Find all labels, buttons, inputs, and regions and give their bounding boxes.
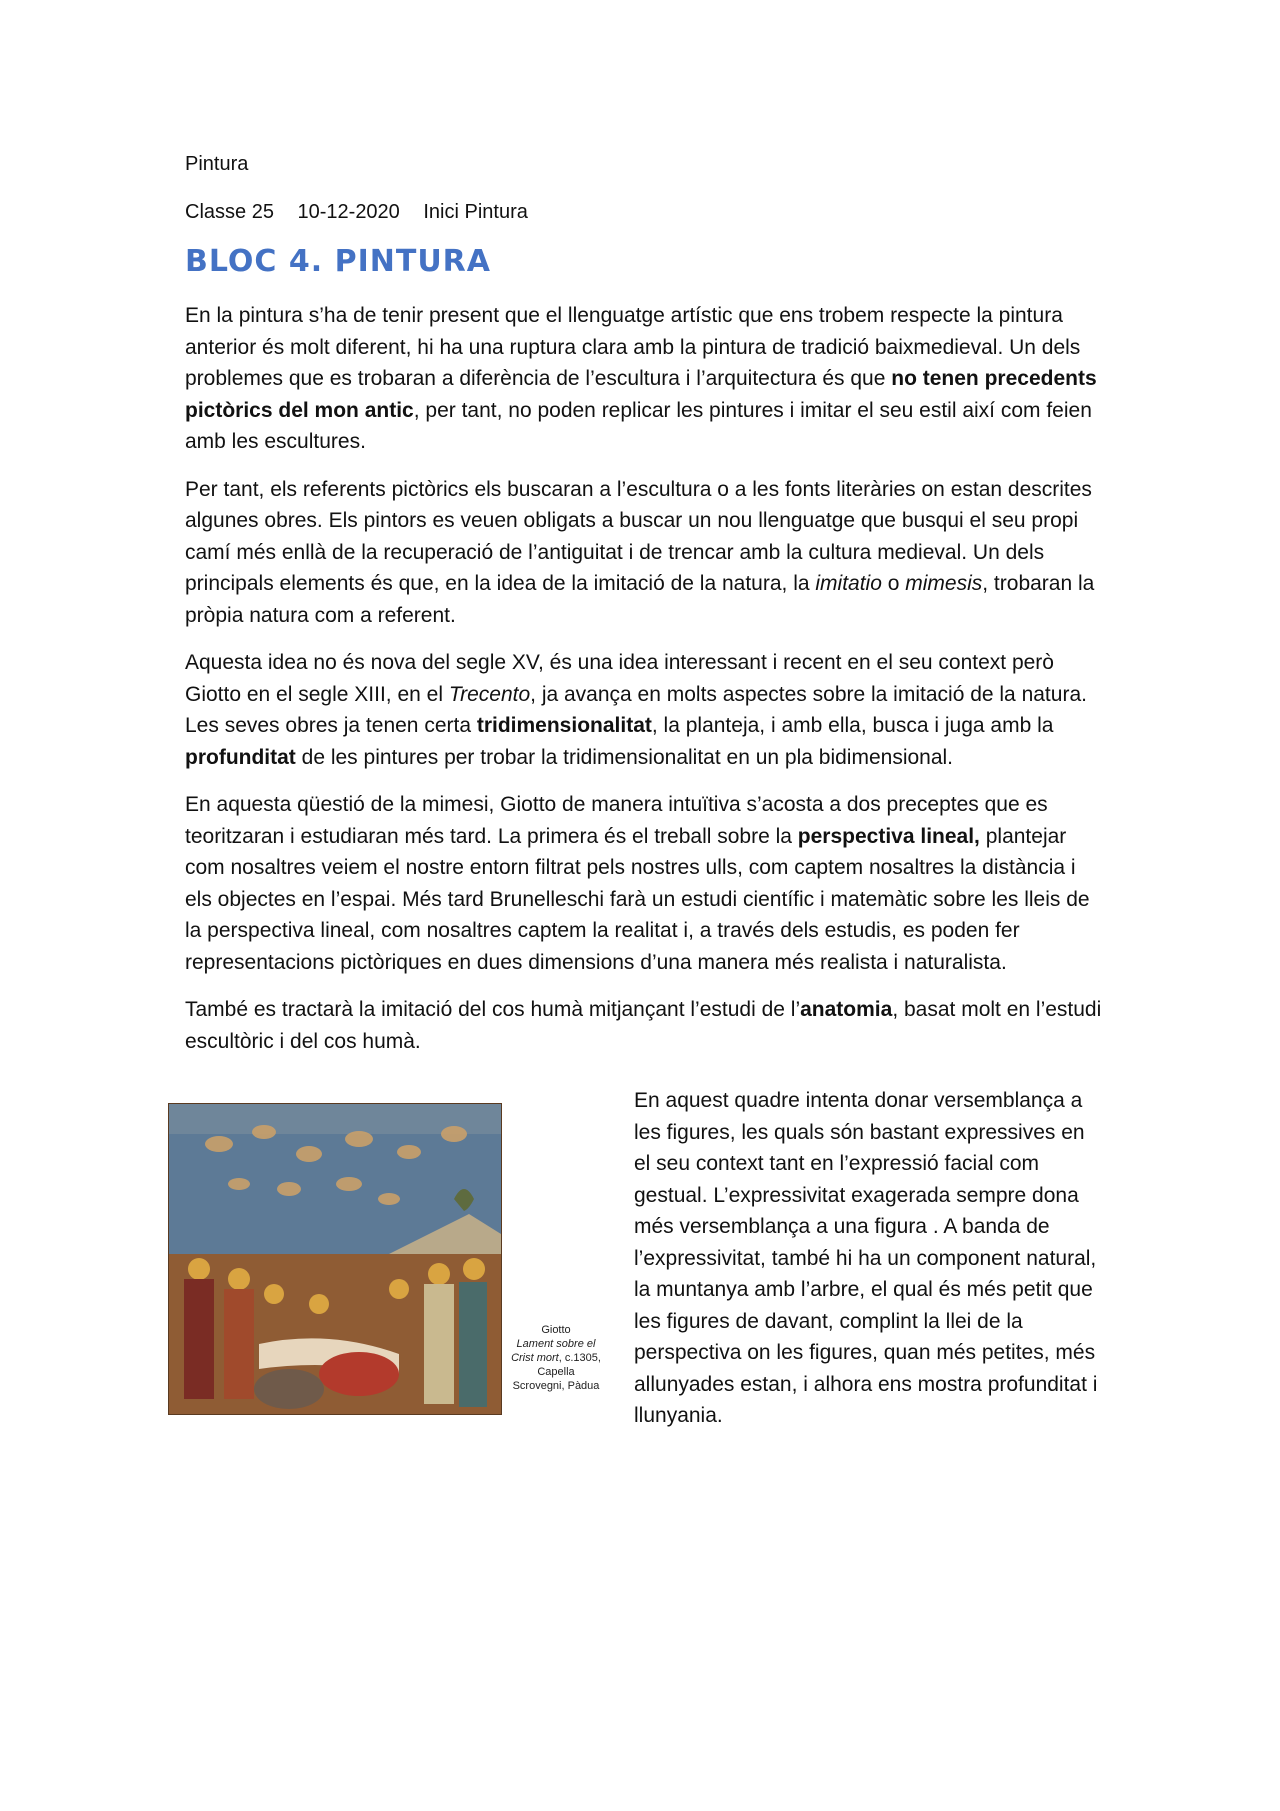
paragraph-2: Per tant, els referents pictòrics els buscaran a l’escultura o a les fonts literàries on estan descrites algunes obres. Els pintors es veuen obligats a buscar un nou llenguatge que busqui el seu propi camí més enllà de la recuperació de l’antiguitat i de trencar amb la cultura medieval. Un dels principals elements és que, en la idea de la imitació de la natura, la imitatio o mimesis, trobaran la pròpia natura com a referent.: [185, 477, 1095, 627]
topic-line: Pintura: [185, 153, 249, 175]
italic-term: imitatio: [815, 572, 882, 595]
figure-row: [168, 1085, 1108, 1445]
class-date: 10-12-2020: [297, 201, 400, 223]
bold-phrase: perspectiva lineal,: [797, 824, 980, 848]
italic-term: Trecento: [448, 682, 531, 706]
figure-caption: [506, 1323, 606, 1393]
bold-phrase: anatomia: [800, 998, 893, 1021]
class-topic: Inici Pintura: [423, 201, 528, 223]
paragraph-3: Aquesta idea no és nova del segle XV, és una idea interessant i recent en el seu context però Giotto en el segle XIII, en el Trecento, ja avança en molts aspectes sobre la imitació de la natura. Les seves obres ja tenen certa tridimensionalitat, la planteja, i amb ella, busca i juga amb la profunditat de les pintures per trobar la tridimensionalitat en un pla bidimensional.: [185, 651, 1087, 769]
caption-title-date: Crist mort, c.1305,: [511, 1352, 601, 1364]
class-label: Classe 25: [185, 201, 274, 223]
paragraph-6: En aquest quadre intenta donar versemblança a les figures, les quals són bastant expressives en el seu context tant en l’expressió facial com gestual. L’expressivitat exagerada sempre dona més versemblança a una figura . A banda de l’expressivitat, també hi ha un component natural, la muntanya amb l’arbre, el qual és més petit que les figures de davant, complint la llei de la perspectiva on les figures, quan més petites, més allunyades estan, i alhora ens mostra profunditat i llunyania.: [634, 1089, 1098, 1427]
caption-author: Giotto: [541, 1324, 571, 1336]
paragraph-5: També es tractarà la imitació del cos humà mitjançant l’estudi de l’anatomia, basat molt en l’estudi escultòric i del cos humà.: [185, 998, 1102, 1053]
bold-phrase: tridimensionalitat: [476, 714, 652, 737]
caption-place-1: Capella: [537, 1366, 575, 1378]
bold-phrase: no tenen precedents pictòrics del mon antic: [185, 367, 1097, 422]
caption-place-2: Scrovegni, Pàdua: [512, 1380, 600, 1392]
bold-phrase: profunditat: [185, 745, 296, 769]
painting-illustration: [169, 1104, 501, 1414]
paragraph-4: En aquesta qüestió de la mimesi, Giotto de manera intuïtiva s’acosta a dos preceptes que es teoritzaran i estudiaran més tard. La primera és el treball sobre la perspectiva lineal, plantejar com nosaltres veiem el nostre entorn filtrat pels nostres ulls, com captem nosaltres la distància i els objectes en l’espai. Més tard Brunelleschi farà un estudi científic i matemàtic sobre les lleis de la perspectiva lineal, com nosaltres captem la realitat i, a través dels estudis, es poden fer representacions pictòriques en dues dimensions d’una manera més realista i naturalista.: [185, 793, 1090, 974]
giotto-painting-image: [168, 1103, 502, 1415]
paragraph-1: En la pintura s’ha de tenir present que el llenguatge artístic que ens trobem respecte la pintura anterior és molt diferent, hi ha una ruptura clara amb la pintura de tradició baixmedieval. Un dels problemes que es trobaran a diferència de l’escultura i l’arquitectura és que no tenen precedents pictòrics del mon antic, per tant, no poden replicar les pintures i imitar el seu estil així com feien amb les escultures.: [185, 304, 1097, 453]
class-line: [185, 198, 1105, 226]
section-heading: BLOC 4. PINTURA: [185, 244, 491, 279]
document-content: [185, 150, 1105, 1073]
caption-title-line: Lament sobre el: [516, 1338, 596, 1350]
italic-term: mimesis: [905, 572, 983, 595]
